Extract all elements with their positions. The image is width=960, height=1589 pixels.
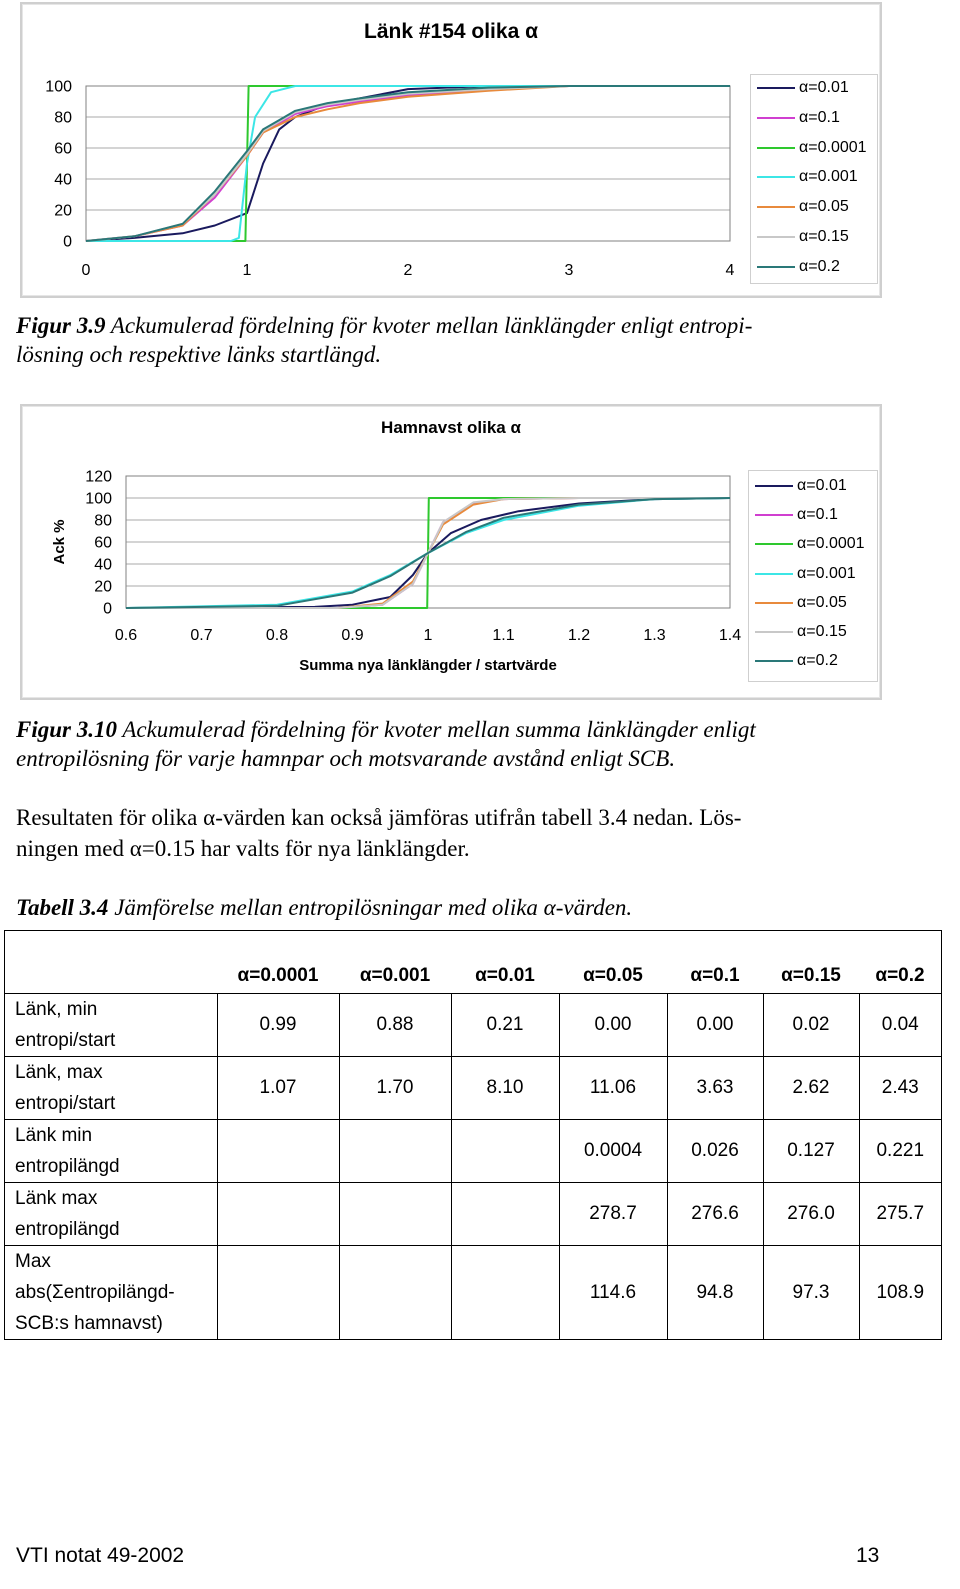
table-cell [339,1120,451,1183]
table-row-label-line: entropilängd [15,1219,120,1240]
table-cell: 0.88 [339,994,451,1057]
figure2-caption-text2: entropilösning för varje hamnpar och motsvarande avstånd enligt SCB. [16,746,676,771]
table-cell [451,1246,559,1340]
table-row-label-line: abs(Σentropilängd- [15,1282,175,1303]
legend-label: α=0.01 [797,477,847,494]
table-cell: 0.02 [763,994,859,1057]
footer-left: VTI notat 49-2002 [16,1544,185,1567]
figure2-x-tick-label: 0.9 [341,627,364,644]
legend-swatch [755,514,793,516]
comparison-table [4,930,942,1340]
table-header-cell: α=0.001 [339,931,451,994]
figure1-x-tick-label: 4 [725,262,735,279]
table-cell: 0.04 [859,994,942,1057]
figure2-x-tick-label: 0.7 [190,627,213,644]
table-header-cell: α=0.0001 [217,931,339,994]
table-cell: 11.06 [559,1057,667,1120]
table-cell [217,1120,339,1183]
figure1-x-tick-label: 3 [564,262,574,279]
legend-swatch [755,660,793,662]
figure1-plot-area [86,86,730,241]
table-header-row [5,931,942,994]
table-header-cell: α=0.2 [859,931,942,994]
figure2-x-tick-label: 0.6 [114,627,138,644]
table-row-label-line: entropi/start [15,1093,116,1114]
figure2-y-tick-label: 120 [85,468,112,486]
table-cell: 276.0 [763,1183,859,1246]
legend-label: α=0.0001 [797,535,865,553]
table-row [5,1183,942,1246]
table-cell: 0.00 [559,994,667,1057]
table-caption-text: Jämförelse mellan entropilösningar med olika α-värden. [114,895,633,920]
figure1-y-tick-label: 100 [45,78,72,96]
table-cell: 94.8 [667,1246,763,1340]
table-row-label-line: Länk, min [15,999,98,1020]
legend-swatch [755,631,793,633]
figure1-caption [16,311,916,369]
legend-label: α=0.1 [799,108,840,126]
figure1-chart [20,2,882,298]
table-cell: 276.6 [667,1183,763,1246]
figure2-x-axis-label: Summa nya länklängder / startvärde [299,657,557,674]
table-header-cell: α=0.01 [451,931,559,994]
table-cell: 3.63 [667,1057,763,1120]
legend-label: α=0.0001 [799,138,867,156]
table-cell: 278.7 [559,1183,667,1246]
paragraph-line1: Resultaten för olika α-värden kan också jämföras utifrån tabell 3.4 nedan. Lös- [16,805,742,830]
figure2-y-tick-label: 80 [94,512,112,530]
table-header-cell: α=0.1 [667,931,763,994]
figure2-x-tick-label: 0.8 [265,627,289,644]
figure2-caption-label: Figur 3.10 [16,717,117,742]
table-caption-label: Tabell 3.4 [16,895,109,920]
figure2-x-tick-label: 1.3 [643,627,666,644]
figure1-y-tick-label: 60 [54,140,72,158]
table-cell: 275.7 [859,1183,942,1246]
figure2-y-axis-label: Ack % [51,519,68,565]
table-row-label-line: Länk min [15,1125,93,1146]
figure2-y-tick-label: 20 [94,578,112,596]
table-cell: 0.221 [859,1120,942,1183]
table-cell: 1.07 [217,1057,339,1120]
figure1-y-tick-label: 40 [54,171,72,189]
figure2-caption [16,715,916,773]
legend-label: α=0.2 [797,652,838,670]
table-cell: 114.6 [559,1246,667,1340]
figure2-y-tick-label: 100 [85,490,112,508]
figure2-x-tick-label: 1.2 [567,627,591,644]
legend-swatch [755,485,793,487]
table-row-label-line: Länk, max [15,1062,103,1083]
table-row [5,1120,942,1183]
table-row [5,1246,942,1340]
table-row-label [5,1246,218,1340]
table-row-label-line: Länk max [15,1188,98,1209]
table-cell [451,1120,559,1183]
table-row [5,1057,942,1120]
table-cell: 0.00 [667,994,763,1057]
table-row-label-line: entropilängd [15,1156,120,1177]
figure2-chart [20,404,882,700]
table-cell: 0.0004 [559,1120,667,1183]
figure1-x-tick-label: 2 [403,262,413,279]
legend-swatch [757,206,795,208]
table-header-cell: α=0.15 [763,931,859,994]
legend-swatch [757,87,795,89]
legend-label: α=0.01 [799,79,849,96]
table-row-label [5,1183,218,1246]
figure1-title: Länk #154 olika α [364,20,538,43]
figure1-caption-text: Ackumulerad fördelning för kvoter mellan länklängder enligt entropi- [110,313,753,338]
figure1-x-tick-label: 1 [242,262,252,279]
legend-swatch [757,147,795,149]
legend-swatch [755,543,793,545]
table-cell [339,1183,451,1246]
table-row-label [5,994,218,1057]
figure2-title: Hamnavst olika α [381,418,521,437]
table-row-label-line: Max [15,1251,51,1272]
figure2-x-tick-label: 1.4 [718,627,742,644]
footer-page-number: 13 [856,1544,880,1567]
legend-swatch [757,266,795,268]
table-cell [451,1183,559,1246]
table-cell: 2.43 [859,1057,942,1120]
figure1-y-tick-label: 80 [54,109,72,127]
table-row-label-line: SCB:s hamnavst) [15,1313,163,1334]
table-header-cell: α=0.05 [559,931,667,994]
figure2-caption-text: Ackumulerad fördelning för kvoter mellan summa länklängder enligt [122,717,756,742]
table-row-label [5,1057,218,1120]
figure2-y-tick-label: 40 [94,556,112,574]
table-row-label-line: entropi/start [15,1030,116,1051]
legend-swatch [757,176,795,178]
table-cell [339,1246,451,1340]
legend-label: α=0.2 [799,257,840,275]
figure1-x-tick-label: 0 [81,262,91,279]
figure2-y-tick-label: 0 [103,600,112,618]
figure1-caption-label: Figur 3.9 [16,313,106,338]
figure1-caption-text2: lösning och respektive länks startlängd. [16,342,382,367]
figure1-y-tick-label: 0 [63,233,72,251]
table-header-cell [5,931,218,994]
table-cell: 0.026 [667,1120,763,1183]
table-row-label [5,1120,218,1183]
figure2-x-tick-label: 1.1 [492,627,515,644]
figure1-y-tick-label: 20 [54,202,72,220]
legend-swatch [755,602,793,604]
legend-label: α=0.05 [799,198,849,216]
figure2-x-tick-label: 1 [423,627,433,644]
table-caption [16,893,916,922]
legend-label: α=0.001 [799,168,858,186]
legend-label: α=0.15 [799,228,849,245]
legend-swatch [757,117,795,119]
table-cell: 0.21 [451,994,559,1057]
table-cell: 0.99 [217,994,339,1057]
table-cell [217,1183,339,1246]
figure2-legend [748,470,878,682]
legend-swatch [757,236,795,238]
legend-label: α=0.05 [797,593,847,611]
legend-label: α=0.15 [797,623,847,640]
legend-swatch [755,573,793,575]
table-cell: 8.10 [451,1057,559,1120]
figure2-y-tick-label: 60 [94,534,112,552]
table-cell: 0.127 [763,1120,859,1183]
table-cell [217,1246,339,1340]
table-cell: 2.62 [763,1057,859,1120]
body-paragraph [16,802,916,864]
legend-label: α=0.1 [797,506,838,524]
table-cell: 97.3 [763,1246,859,1340]
table-cell: 1.70 [339,1057,451,1120]
table-row [5,994,942,1057]
table-cell: 108.9 [859,1246,942,1340]
legend-label: α=0.001 [797,564,856,582]
figure1-legend [750,74,878,284]
paragraph-line2: ningen med α=0.15 har valts för nya länklängder. [16,836,470,861]
